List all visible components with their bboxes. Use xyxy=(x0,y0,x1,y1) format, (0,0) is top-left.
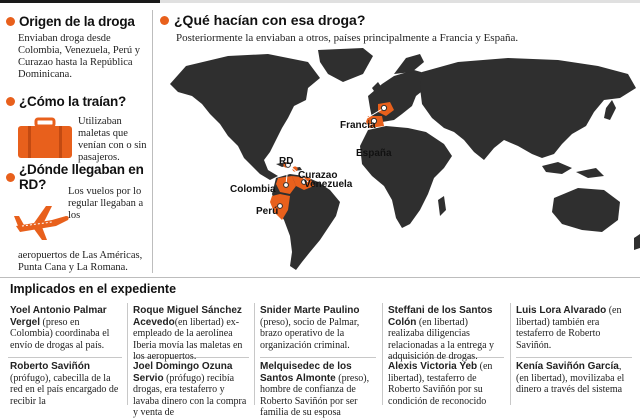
column-separator xyxy=(254,303,255,405)
implicado-name: Luis Lora Alvarado xyxy=(516,305,607,316)
bullet-dot-icon xyxy=(6,17,15,26)
label-francia: Francia xyxy=(340,120,376,131)
implicado-name: Yoel Antonio Palmar Vergel xyxy=(10,305,107,328)
map-subtitle: Posteriormente la enviaban a otros, países principalmente a Francia y España. xyxy=(176,32,519,44)
row-separator xyxy=(260,357,376,358)
section-divider xyxy=(0,277,640,278)
implicado-name: Snider Marte Paulino xyxy=(260,305,360,316)
origen-body: Enviaban droga desde Colombia, Venezuela, Perú y Curazao hasta la República Dominicana. xyxy=(18,33,140,80)
origen-section xyxy=(0,14,148,81)
column-divider xyxy=(152,10,153,273)
implicado-card xyxy=(10,305,124,351)
implicado-card xyxy=(133,305,251,363)
bullet-dot-icon xyxy=(6,97,15,106)
column-separator xyxy=(382,303,383,405)
world-map xyxy=(158,48,640,273)
implicado-desc: (en libertad) también era testaferro de Roberto Saviñón. xyxy=(516,305,622,351)
donde-section xyxy=(0,162,150,273)
implicado-card xyxy=(516,305,634,351)
top-rule xyxy=(0,0,640,3)
implicado-card xyxy=(260,305,378,351)
implicado-card xyxy=(388,305,506,363)
world-map-graphic xyxy=(158,48,640,273)
como-section xyxy=(0,94,147,163)
como-body: Utilizaban maletas que venían con o sin pasajeros. xyxy=(78,116,147,163)
label-peru: Perú xyxy=(256,206,279,217)
implicado-desc: (en libertad) ex-empleado de la aerolínea Iberia movía las maletas en los aeropuertos. xyxy=(133,316,243,362)
implicado-card xyxy=(388,361,506,407)
label-venezuela: Venezuela xyxy=(304,179,353,190)
implicado-card xyxy=(516,361,634,396)
implicado-name: Roque Miguel Sánchez Acevedo xyxy=(133,305,242,328)
implicado-name: Joel Domingo Ozuna Servio xyxy=(133,361,233,384)
label-espana: España xyxy=(356,148,392,159)
label-colombia: Colombia xyxy=(230,184,276,195)
implicado-name: Melquisedec de los Santos Almonte xyxy=(260,361,352,384)
row-separator xyxy=(516,357,632,358)
implicados-title: Implicados en el expediente xyxy=(10,282,177,296)
origen-title: Origen de la droga xyxy=(19,14,135,29)
implicado-card xyxy=(260,361,378,419)
implicado-desc: (prófugo), cabecilla de la red en el país encargado de recibir la xyxy=(10,372,119,407)
map-title: ¿Qué hacían con esa droga? xyxy=(174,12,366,28)
implicado-desc: (en libertad), testaferro de Roberto Saviñón por su condición de reconocido xyxy=(388,361,493,407)
donde-body-a: Los vuelos por lo regular llegaban a los xyxy=(68,186,144,221)
suitcase-icon xyxy=(16,116,74,160)
donde-body-b: aeropuertos de Las Américas, Punta Cana y La Romana. xyxy=(18,250,143,273)
bullet-dot-icon xyxy=(6,173,15,182)
implicado-desc: (preso en Colombia) coordinaba el envío de drogas al país. xyxy=(10,316,110,351)
label-rd: RD xyxy=(279,156,294,167)
implicado-name: Steffani de los Santos Colón xyxy=(388,305,493,328)
implicado-desc: (prófugo) recibía drogas, era testaferro y lavaba dinero con la compra y venta de xyxy=(133,372,247,418)
implicado-name: Kenía Saviñón García xyxy=(516,361,619,372)
implicado-name: Roberto Saviñón xyxy=(10,361,91,372)
como-title: ¿Cómo la traían? xyxy=(19,94,127,109)
label-curazao: Curazao xyxy=(298,170,338,181)
implicado-card xyxy=(133,361,251,419)
bullet-dot-icon xyxy=(160,16,169,25)
column-separator xyxy=(510,303,511,405)
column-separator xyxy=(127,303,128,405)
implicado-card xyxy=(10,361,124,407)
implicado-desc: (en libertad) realizaba diligencias relacionadas a la entrega y adquisición de drogas. xyxy=(388,316,495,362)
row-separator xyxy=(8,357,122,358)
airplane-icon xyxy=(12,196,70,242)
implicado-desc: (preso), hombre de confianza de Roberto Saviñón por ser familia de su esposa xyxy=(260,372,370,418)
implicado-desc: (preso), socio de Palmar, brazo operativo de la organización criminal. xyxy=(260,316,360,351)
donde-title: ¿Dónde llegaban en RD? xyxy=(19,162,144,192)
implicado-desc: , (en libertad), movilizaba el dinero a través del sistema xyxy=(516,361,625,395)
implicado-name: Alexis Victoria Yeb xyxy=(388,361,478,372)
